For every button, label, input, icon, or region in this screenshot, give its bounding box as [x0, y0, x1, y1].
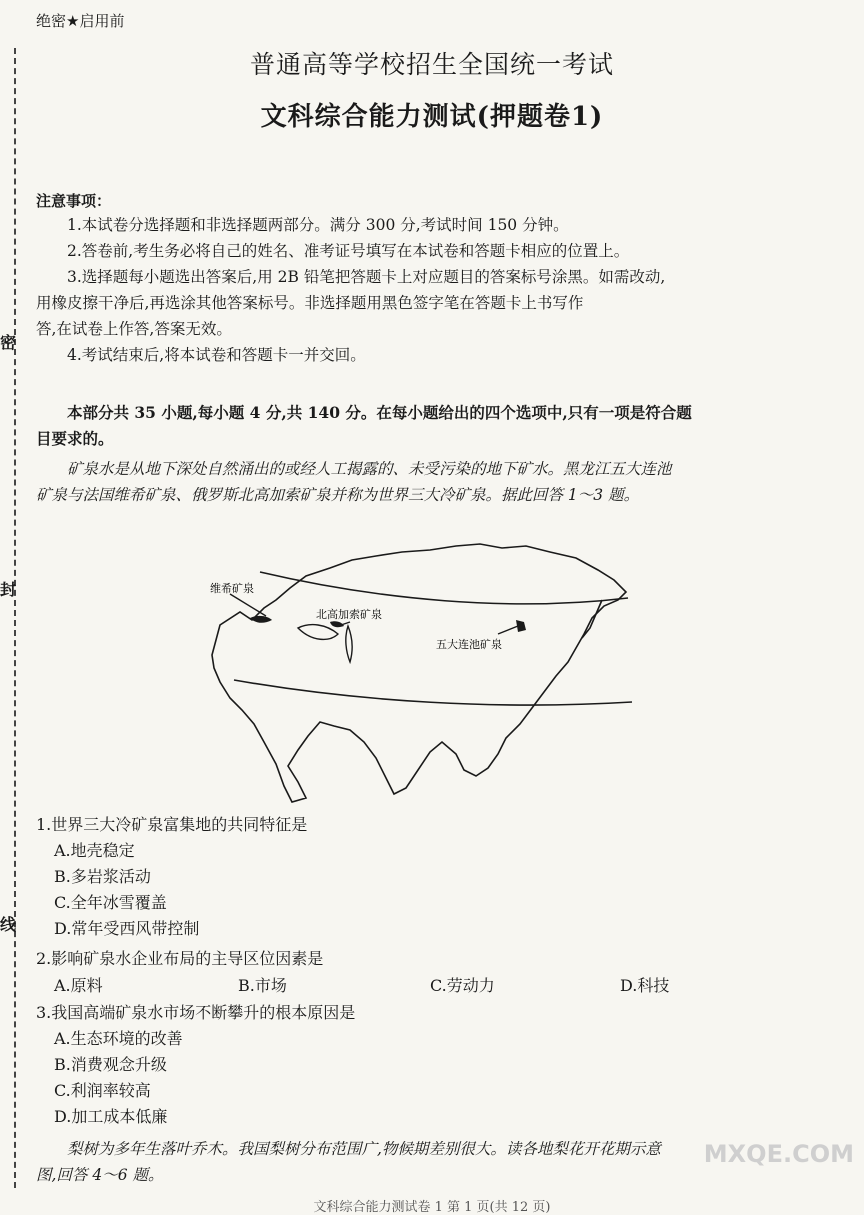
vichy-arrow — [230, 594, 266, 616]
question-1 — [36, 812, 307, 942]
vichy-spring-marker — [250, 616, 272, 623]
map-label-caucasus: 北高加索矿泉 — [316, 608, 382, 621]
wudalianchi-arrow — [498, 626, 518, 634]
sidebar-char-mi: 密 — [0, 333, 17, 352]
question-2-option-b: B.市场 — [238, 976, 287, 995]
question-1-stem: 1.世界三大冷矿泉富集地的共同特征是 — [36, 815, 308, 834]
question-1-option-d: D.常年受西风带控制 — [54, 919, 200, 938]
note-3-cont: 用橡皮擦干净后,再选涂其他答案标号。非选择题用黑色签字笔在答题卡上书写作 — [36, 294, 584, 312]
eurasia-outline — [212, 544, 626, 802]
eurasia-map — [180, 530, 650, 805]
note-3-cont2: 答,在试卷上作答,答案无效。 — [36, 320, 232, 338]
map-label-vichy: 维希矿泉 — [210, 582, 254, 595]
question-3 — [36, 1000, 355, 1130]
question-1-option-c: C.全年冰雪覆盖 — [54, 893, 167, 912]
latitude-line-south — [234, 680, 632, 705]
note-3: 3.选择题每小题选出答案后,用 2B 铅笔把答题卡上对应题目的答案标号涂黑。如需改动, — [67, 268, 666, 286]
section-intro-line1: 本部分共 35 小题,每小题 4 分,共 140 分。在每小题给出的四个选项中,只有一项是符合题 — [67, 403, 692, 422]
question-1-option-a: A.地壳稳定 — [54, 841, 135, 860]
passage-2-line1: 梨树为多年生落叶乔木。我国梨树分布范围广,物候期差别很大。读各地梨花开花期示意 — [67, 1140, 661, 1158]
notes-block — [36, 212, 816, 368]
question-3-option-a: A.生态环境的改善 — [54, 1029, 183, 1048]
question-1-option-b: B.多岩浆活动 — [54, 867, 151, 886]
question-2-option-d: D.科技 — [620, 976, 670, 995]
sidebar-char-feng: 封 — [0, 580, 17, 599]
map-label-wudalianchi: 五大连池矿泉 — [436, 638, 502, 651]
note-4: 4.考试结束后,将本试卷和答题卡一并交回。 — [67, 346, 366, 364]
exam-title: 普通高等学校招生全国统一考试 — [249, 50, 614, 79]
sidebar-char-xian: 线 — [0, 915, 17, 934]
question-2-option-a: A.原料 — [54, 976, 103, 995]
page-footer: 文科综合能力测试卷 1 第 1 页(共 12 页) — [313, 1200, 551, 1215]
question-3-option-d: D.加工成本低廉 — [54, 1107, 168, 1126]
passage-2 — [36, 1136, 816, 1188]
note-2: 2.答卷前,考生务必将自己的姓名、准考证号填写在本试卷和答题卡相应的位置上。 — [67, 242, 630, 260]
notes-title: 注意事项： — [36, 192, 112, 210]
passage-2-line2: 图,回答 4～6 题。 — [36, 1166, 164, 1184]
question-2-stem: 2.影响矿泉水企业布局的主导区位因素是 — [36, 949, 324, 968]
exam-subtitle: 文科综合能力测试(押题卷1) — [260, 102, 604, 132]
question-3-option-c: C.利润率较高 — [54, 1081, 151, 1100]
black-sea — [298, 625, 338, 640]
question-3-option-b: B.消费观念升级 — [54, 1055, 167, 1074]
passage-1 — [36, 456, 816, 508]
caspian-sea — [346, 626, 352, 662]
question-2-option-c: C.劳动力 — [430, 976, 495, 995]
question-3-stem: 3.我国高端矿泉水市场不断攀升的根本原因是 — [36, 1003, 356, 1022]
section-intro — [36, 400, 816, 452]
latitude-line-north — [260, 572, 628, 604]
passage-1-line1: 矿泉水是从地下深处自然涌出的或经人工揭露的、未受污染的地下矿水。黑龙江五大连池 — [67, 460, 672, 478]
note-1: 1.本试卷分选择题和非选择题两部分。满分 300 分,考试时间 150 分钟。 — [67, 216, 569, 234]
section-intro-line2: 目要求的。 — [36, 429, 114, 448]
passage-1-line2: 矿泉与法国维希矿泉、俄罗斯北高加索矿泉并称为世界三大冷矿泉。据此回答 1～3 题。 — [36, 486, 640, 504]
binding-line — [0, 48, 16, 1188]
watermark: MXQE.COM — [703, 1140, 854, 1168]
confidential-label: 绝密★启用前 — [36, 12, 125, 30]
